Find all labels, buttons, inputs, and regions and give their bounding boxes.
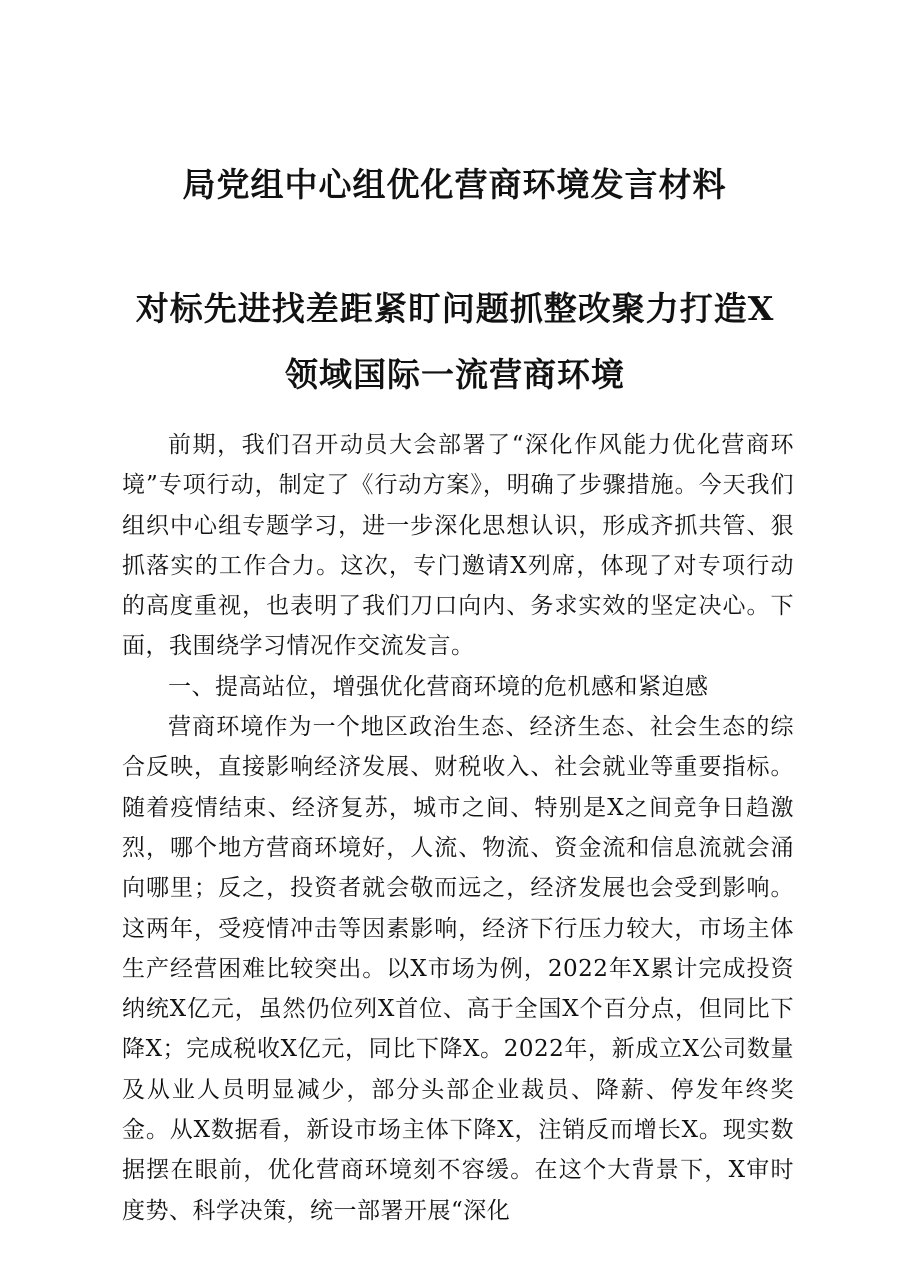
section-heading-1: 一、提高站位，增强优化营商环境的危机感和紧迫感: [168, 673, 709, 700]
paragraph-intro: 前期，我们召开动员大会部署了“深化作风能力优化营商环境”专项行动，制定了《行动方案》，明确了步骤措施。今天我们组织中心组专题学习，进一步深化思想认识，形成齐抓共管、狠抓落实的工作合力。这次，专门邀请X列席，体现了对专项行动的高度重视，也表明了我们刀口向内、务求实效的坚定决心。下面，我围绕学习情况作交流发言。: [122, 432, 794, 660]
paragraph-section-1: 营商环境作为一个地区政治生态、经济生态、社会生态的综合反映，直接影响经济发展、财税收入、社会就业等重要指标。随着疫情结束、经济复苏，城市之间、特别是X之间竞争日趋激烈，哪个地方营商环境好，人流、物流、资金流和信息流就会涌向哪里；反之，投资者就会敬而远之，经济发展也会受到影响。这两年，受疫情冲击等因素影响，经济下行压力较大，市场主体生产经营困难比较突出。以X市场为例，2022年X累计完成投资纳统X亿元，虽然仍位列X首位、高于全国X个百分点，但同比下降X；完成税收X亿元，同比下降X。2022年，新成立X公司数量及从业人员明显减少，部分头部企业裁员、降薪、停发年终奖金。从X数据看，新设市场主体下降X，注销反而增长X。现实数据摆在眼前，优化营商环境刻不容缓。在这个大背景下，X审时度势、科学决策，统一部署开展“深化: [122, 714, 794, 1224]
document-body: [122, 425, 794, 1231]
document-subtitle: 对标先进找差距紧盯问题抓整改聚力打造X领域国际一流营商环境: [135, 289, 775, 394]
document-title: 局党组中心组优化营商环境发言材料: [182, 165, 727, 204]
